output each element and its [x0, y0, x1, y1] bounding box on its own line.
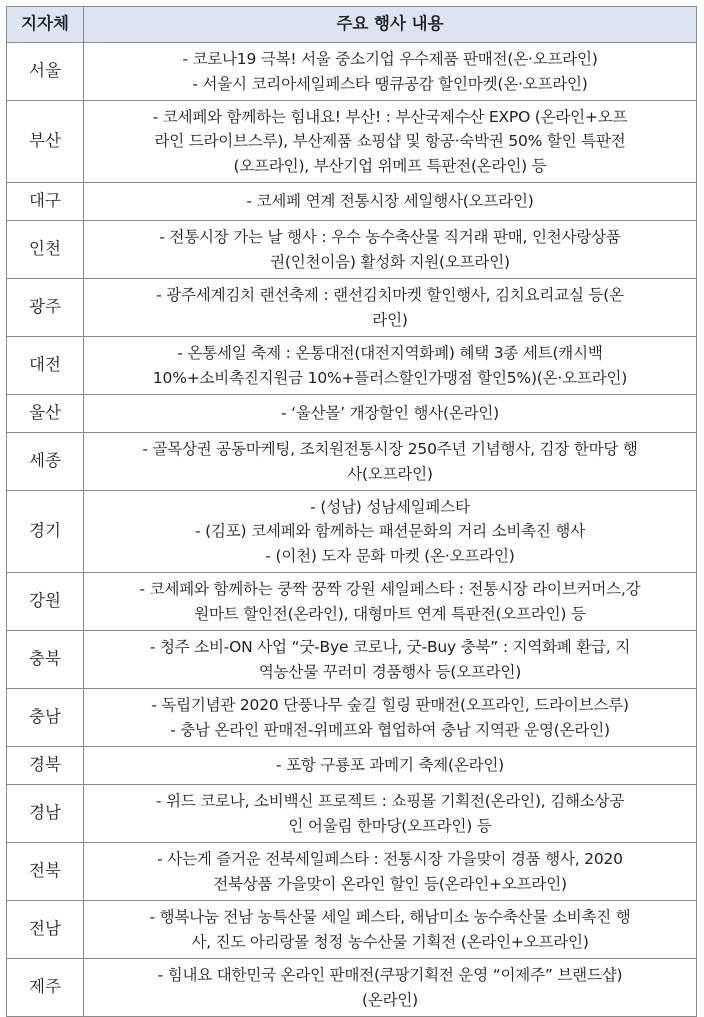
event-cell	[84, 631, 697, 689]
event-line: - 힘내요 대한민국 온라인 판매전(쿠팡기획전 운영 “이제주” 브랜드샵)	[157, 966, 623, 984]
region-cell: 광주	[7, 279, 84, 337]
table-row	[7, 221, 697, 279]
table-row	[7, 433, 697, 491]
event-line: - 전통시장 가는 날 행사 : 우수 농수축산물 직거래 판매, 인천사랑상품	[159, 228, 621, 246]
event-line: - 독립기념관 2020 단풍나무 숲길 힐링 판매전(오프라인, 드라이브스루)	[151, 696, 629, 714]
event-line: - 위드 코로나, 소비백신 프로젝트 : 쇼핑몰 기획전(온라인), 김해소상공	[155, 792, 625, 810]
region-cell: 부산	[7, 101, 84, 183]
event-cell	[84, 183, 697, 221]
event-line: 라인)	[372, 310, 408, 329]
region-cell: 전북	[7, 843, 84, 901]
region-cell: 세종	[7, 433, 84, 491]
event-line: 권(인천이음) 활성화 지원(오프라인)	[270, 252, 510, 271]
event-line: - 청주 소비-ON 사업 “굿-Bye 코로나, 굿-Buy 충북” : 지역화폐 환급, 지	[149, 638, 631, 656]
region-cell: 대전	[7, 337, 84, 395]
region-cell: 전남	[7, 901, 84, 959]
table-row	[7, 101, 697, 183]
table-header-row	[7, 7, 697, 43]
event-line: - 온통세일 축제 : 온통대전(대전지역화폐) 혜택 3종 세트(캐시백	[177, 344, 603, 362]
event-line: (온라인)	[361, 990, 418, 1009]
event-line: - 행복나눔 전남 농특산물 세일 페스타, 해남미소 농수축산물 소비촉진 행	[149, 908, 631, 926]
event-line: - 코세페 연계 전통시장 세일행사(오프라인)	[246, 192, 534, 211]
table-row	[7, 395, 697, 433]
event-line: - ‘울산몰’ 개장할인 행사(온라인)	[281, 404, 499, 423]
event-line: - 코로나19 극복! 서울 중소기업 우수제품 판매전(온·오프라인)	[182, 50, 598, 68]
event-line: - 사는게 즐거운 전북세일페스타 : 전통시장 가을맞이 경품 행사, 2020	[157, 850, 623, 868]
event-cell	[84, 337, 697, 395]
table-row	[7, 843, 697, 901]
event-line: 역농산물 꾸러미 경품행사 등(오프라인)	[258, 662, 522, 681]
event-line: - 골목상권 공동마케팅, 조치원전통시장 250주년 기념행사, 김장 한마당 행	[142, 440, 638, 458]
event-line: - (김포) 코세페와 함께하는 패션문화의 거리 소비촉진 행사	[195, 522, 585, 541]
region-cell: 울산	[7, 395, 84, 433]
event-cell	[84, 747, 697, 785]
event-cell	[84, 101, 697, 183]
event-cell	[84, 395, 697, 433]
event-cell	[84, 433, 697, 491]
event-cell	[84, 573, 697, 631]
header-events: 주요 행사 내용	[84, 7, 697, 43]
region-cell: 서울	[7, 43, 84, 101]
region-cell: 경기	[7, 491, 84, 573]
event-cell	[84, 959, 697, 1017]
event-line: - 충남 온라인 판매전-위메프와 협업하여 충남 지역관 운영(온라인)	[170, 720, 610, 739]
event-cell	[84, 491, 697, 573]
event-cell	[84, 901, 697, 959]
event-cell	[84, 689, 697, 747]
regional-events-table	[6, 6, 697, 1017]
table-row	[7, 337, 697, 395]
event-line: 사, 진도 아리랑몰 청정 농수산물 기획전 (온라인+오프라인)	[191, 932, 589, 951]
event-line: (오프라인), 부산기업 위메프 특판전(온라인) 등	[233, 156, 547, 175]
region-cell: 충북	[7, 631, 84, 689]
event-line: - (성남) 성남세일페스타	[310, 497, 470, 516]
region-cell: 경남	[7, 785, 84, 843]
region-cell: 경북	[7, 747, 84, 785]
event-line: - 서울시 코리아세일페스타 땡큐공감 할인마켓(온·오프라인)	[192, 74, 588, 93]
table-row	[7, 631, 697, 689]
event-cell	[84, 43, 697, 101]
event-line: 라인 드라이브스루), 부산제품 쇼핑샵 및 항공·숙박권 50% 할인 특판전	[154, 132, 626, 151]
event-line: 사(오프라인)	[347, 464, 433, 483]
region-cell: 제주	[7, 959, 84, 1017]
event-line: - (이천) 도자 문화 마켓 (온·오프라인)	[265, 546, 515, 565]
event-line: - 포항 구룡포 과메기 축제(온라인)	[275, 756, 505, 775]
event-line: - 코세페와 함께하는 힘내요! 부산! : 부산국제수산 EXPO (온라인+오프	[152, 107, 628, 126]
header-region: 지자체	[7, 7, 84, 43]
event-cell	[84, 221, 697, 279]
table-row	[7, 747, 697, 785]
event-line: 원마트 할인전(온라인), 대형마트 연계 특판전(오프라인) 등	[194, 604, 586, 623]
region-cell: 충남	[7, 689, 84, 747]
table-row	[7, 689, 697, 747]
event-line: 전북상품 가을맞이 온라인 할인 등(온라인+오프라인)	[213, 874, 567, 893]
table-row	[7, 279, 697, 337]
event-line: - 코세페와 함께하는 쿵짝 꿍짝 강원 세일페스타 : 전통시장 라이브커머스,강	[139, 580, 641, 598]
event-cell	[84, 279, 697, 337]
table-row	[7, 959, 697, 1017]
event-cell	[84, 785, 697, 843]
event-line: - 광주세계김치 랜선축제 : 랜선김치마켓 할인행사, 김치요리교실 등(온	[156, 286, 624, 304]
region-cell: 대구	[7, 183, 84, 221]
region-cell: 강원	[7, 573, 84, 631]
event-cell	[84, 843, 697, 901]
event-line: 10%+소비촉진지원금 10%+플러스할인가맹점 할인5%)(온·오프라인)	[152, 368, 628, 387]
table-row	[7, 573, 697, 631]
table-row	[7, 785, 697, 843]
table-row	[7, 901, 697, 959]
table-row	[7, 43, 697, 101]
table-row	[7, 491, 697, 573]
region-cell: 인천	[7, 221, 84, 279]
table-row	[7, 183, 697, 221]
event-line: 인 어울림 한마당(오프라인) 등	[288, 816, 492, 835]
